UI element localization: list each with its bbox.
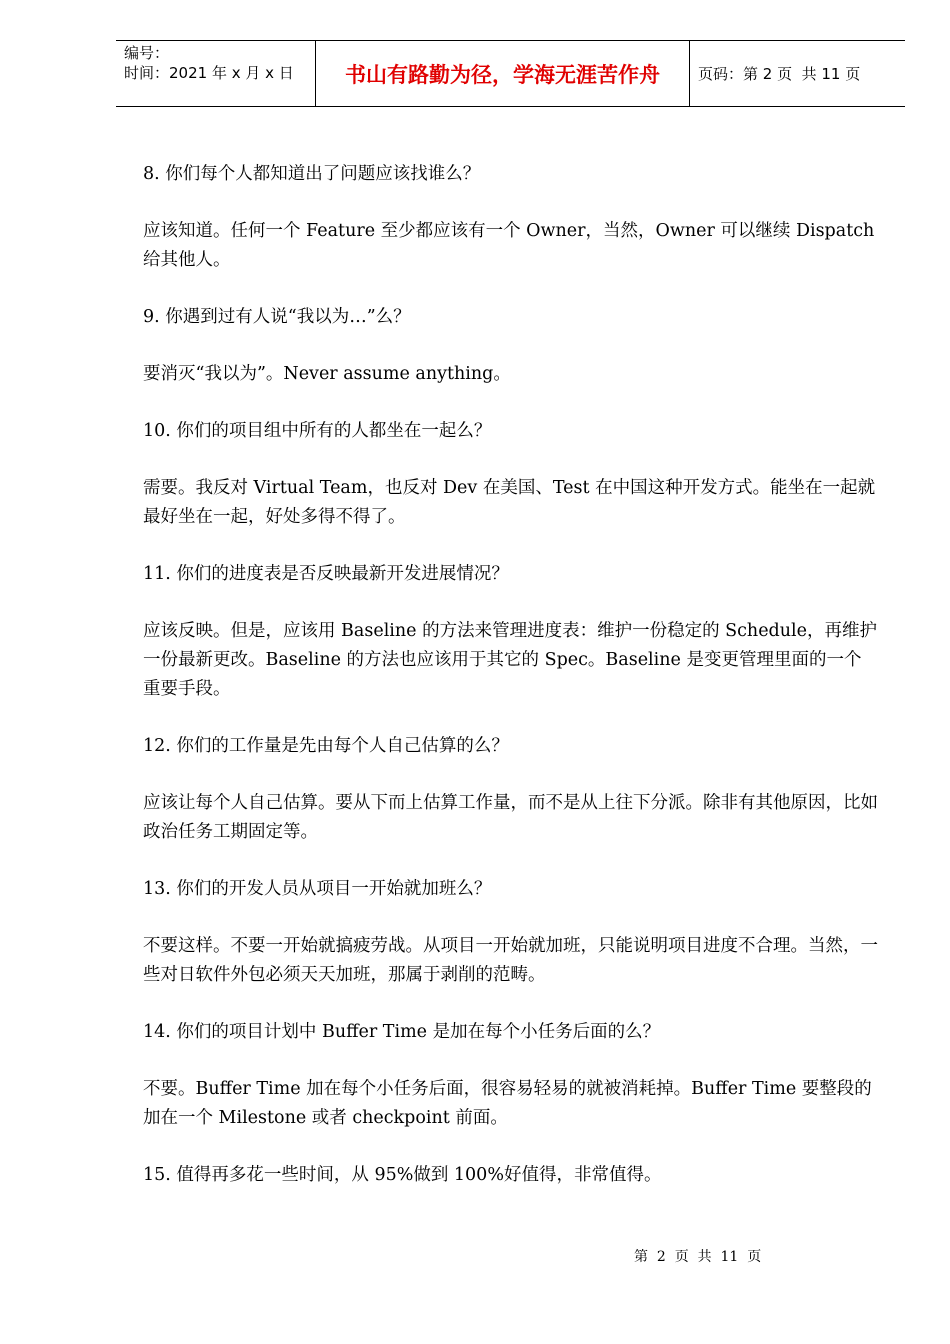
serial-label: 编号： bbox=[124, 44, 170, 62]
header-motto: 书山有路勤为径，学海无涯苦作舟 bbox=[316, 41, 690, 106]
question-10: 10. 你们的项目组中所有的人都坐在一起么？ bbox=[143, 421, 492, 441]
date-line: 时间：2021 年 x 月 x 日 bbox=[124, 64, 294, 82]
document-body bbox=[143, 160, 878, 1218]
question-8: 8. 你们每个人都知道出了问题应该找谁么？ bbox=[143, 164, 481, 184]
header-info-cell bbox=[116, 41, 316, 106]
answer-8: 应该知道。任何一个 Feature 至少都应该有一个 Owner，当然，Owner 可以继续 Dispatch 给其他人。 bbox=[143, 221, 875, 270]
question-13: 13. 你们的开发人员从项目一开始就加班么？ bbox=[143, 879, 492, 899]
page-footer: 第 2 页 共 11 页 bbox=[634, 1249, 762, 1265]
answer-10: 需要。我反对 Virtual Team，也反对 Dev 在美国、Test 在中国这种开发方式。能坐在一起就最好坐在一起，好处多得不得了。 bbox=[143, 478, 876, 527]
answer-11: 应该反映。但是，应该用 Baseline 的方法来管理进度表：维护一份稳定的 Schedule，再维护一份最新更改。Baseline 的方法也应该用于其它的 Spec。Baseline 是变更管理里面的一个重要手段。 bbox=[143, 621, 877, 699]
answer-14: 不要。Buffer Time 加在每个小任务后面，很容易轻易的就被消耗掉。Buffer Time 要整段的加在一个 Milestone 或者 checkpoint 前面。 bbox=[143, 1079, 872, 1128]
answer-13: 不要这样。不要一开始就搞疲劳战。从项目一开始就加班，只能说明项目进度不合理。当然，一些对日软件外包必须天天加班，那属于剥削的范畴。 bbox=[143, 936, 878, 985]
question-9: 9. 你遇到过有人说“我以为…”么？ bbox=[143, 307, 411, 327]
answer-12: 应该让每个人自己估算。要从下而上估算工作量，而不是从上往下分派。除非有其他原因，比如政治任务工期固定等。 bbox=[143, 793, 878, 842]
question-11: 11. 你们的进度表是否反映最新开发进展情况？ bbox=[143, 564, 509, 584]
question-15: 15. 值得再多花一些时间，从 95%做到 100%好值得，非常值得。 bbox=[143, 1165, 662, 1185]
answer-9: 要消灭“我以为”。Never assume anything。 bbox=[143, 364, 511, 384]
page-header bbox=[116, 40, 905, 107]
question-12: 12. 你们的工作量是先由每个人自己估算的么？ bbox=[143, 736, 509, 756]
header-page-info: 页码：第 2 页 共 11 页 bbox=[698, 65, 861, 83]
question-14: 14. 你们的项目计划中 Buffer Time 是加在每个小任务后面的么？ bbox=[143, 1022, 661, 1042]
